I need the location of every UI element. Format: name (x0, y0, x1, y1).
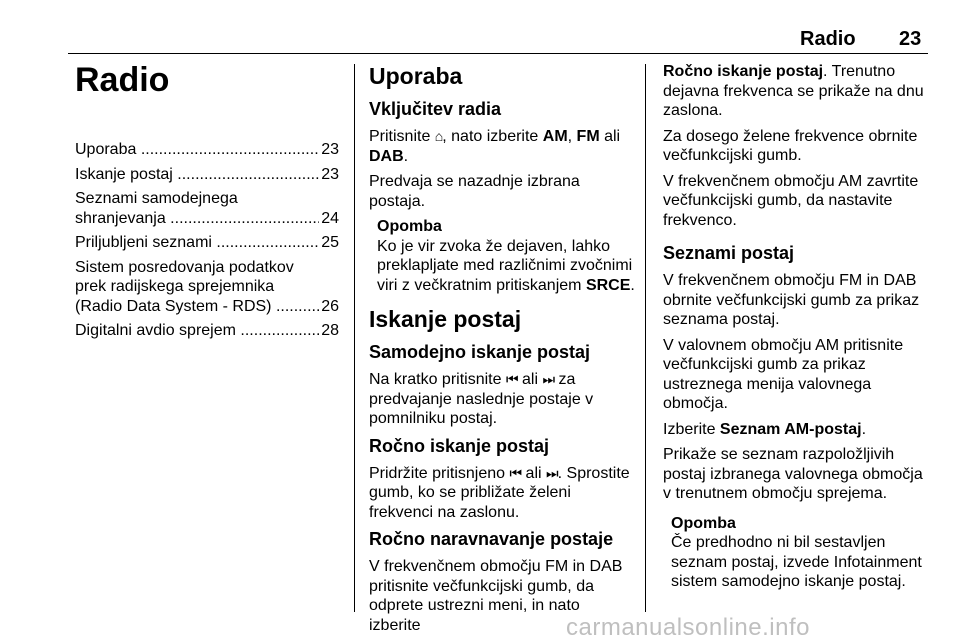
note-box-2 (671, 514, 933, 592)
page-header (0, 28, 960, 54)
toc-page-number: 23 (321, 141, 339, 158)
watermark: carmanualsonline.info (566, 614, 810, 641)
toc-entry[interactable] (75, 258, 339, 317)
table-of-contents (75, 140, 339, 341)
previous-track-icon: ⏮ (505, 371, 518, 387)
toc-entry-label: Iskanje postaj ..... (75, 165, 319, 185)
toc-entry-line: Sistem posredovanja podatkov (75, 258, 294, 276)
toc-page-number: 28 (321, 322, 339, 339)
paragraph-prikaz-seznama: Prikaže se seznam razpoložljivih postaj izbranega valovnega območja v trenutnem območju sprejema. (663, 446, 923, 502)
toc-entry[interactable] (75, 233, 339, 253)
paragraph-naravnavanje: V frekvenčnem območju FM in DAB pritisnite večfunkcijski gumb, da odprete ustrezni meni, in nato izberite (369, 558, 623, 634)
column-divider-2 (645, 64, 646, 612)
paragraph-samodejno: Na kratko pritisnite ⏮ ali ⏭ za predvajanje naslednje postaje v pomnilniku postaj. (369, 371, 594, 427)
toc-page-number: 24 (321, 209, 339, 227)
note-text: Če predhodno ni bil sestavljen seznam postaj, izvede Infotainment sistem samodejno iskanje postaj. (671, 534, 922, 590)
content-column-3 (663, 62, 933, 602)
paragraph-izberite: Izberite Seznam AM-postaj. (663, 420, 867, 438)
column-divider-1 (354, 64, 355, 612)
header-page-number: 23 (899, 28, 922, 50)
paragraph-am-meni: V valovnem območju AM pritisnite večfunkcijski gumb za prikaz ustreznega menija valovnega območja. (663, 336, 904, 412)
next-track-icon: ⏭ (546, 464, 558, 481)
section-title-uporaba: Uporaba (369, 63, 463, 89)
note-title: Opomba (671, 514, 736, 532)
toc-entry[interactable] (75, 140, 339, 160)
chapter-title: Radio (75, 61, 170, 99)
subsection-title-vklop: Vključitev radia (369, 99, 502, 119)
toc-entry-label: Digitalni avdio sprejem ..... (75, 321, 319, 341)
paragraph-vklop-2: Predvaja se nazadnje izbrana postaja. (369, 173, 580, 210)
toc-entry[interactable] (75, 321, 339, 341)
section-title-seznami: Seznami postaj (663, 243, 795, 263)
section-title-iskanje: Iskanje postaj (369, 306, 522, 332)
paragraph-am-zavrtite: V frekvenčnem območju AM zavrtite večfunkcijski gumb, da nastavite frekvenco. (663, 172, 919, 229)
subsection-title-samodejno: Samodejno iskanje postaj (369, 342, 591, 362)
header-divider (68, 53, 928, 54)
next-track-icon: ⏭ (542, 371, 555, 387)
paragraph-frekvenca: Za dosego želene frekvence obrnite večfunkcijski gumb. (663, 127, 918, 164)
toc-page-number: 26 (321, 297, 339, 315)
toc-page-number: 25 (321, 234, 339, 251)
paragraph-vklop-1: Pritisnite ⌂, nato izberite AM, FM ali DAB. (369, 128, 621, 165)
previous-track-icon: ⏮ (509, 464, 522, 481)
subsection-title-naravnavanje: Ročno naravnavanje postaje (369, 529, 614, 549)
toc-entry-label: Priljubljeni seznami ..... (75, 233, 319, 253)
note-box-1 (377, 217, 635, 295)
toc-entry-line: Seznami samodejnega (75, 190, 238, 207)
paragraph-rocno: Pridržite pritisnjeno ⏮ ali ⏭. Sprostite gumb, ko se približate želeni frekvenci na zaslonu. (369, 464, 630, 521)
toc-entry[interactable] (75, 165, 339, 185)
content-column-2 (369, 62, 635, 641)
paragraph-rocno-continued: Ročno iskanje postaj. Trenutno dejavna frekvenca se prikaže na dnu zaslona. (663, 63, 924, 119)
header-section-title: Radio (800, 28, 856, 50)
toc-entry[interactable] (75, 189, 339, 228)
toc-entry-label: Uporaba ..... (75, 140, 319, 160)
note-text: Ko je vir zvoka že dejaven, lahko preklapljate med različnimi zvočnimi viri z večkratnim pritiskanjem SRCE. (377, 237, 635, 294)
paragraph-fm-dab-seznam: V frekvenčnem območju FM in DAB obrnite večfunkcijski gumb za prikaz seznama postaj. (663, 272, 920, 328)
toc-entry-label: shranjevanja ..... (75, 209, 319, 229)
toc-entry-line: prek radijskega sprejemnika (75, 278, 275, 295)
toc-column (75, 62, 339, 346)
note-title: Opomba (377, 218, 442, 235)
home-icon: ⌂ (434, 128, 443, 144)
subsection-title-rocno: Ročno iskanje postaj (369, 435, 550, 456)
toc-entry-label: (Radio Data System - RDS) ..... (75, 297, 319, 317)
toc-page-number: 23 (321, 165, 339, 183)
